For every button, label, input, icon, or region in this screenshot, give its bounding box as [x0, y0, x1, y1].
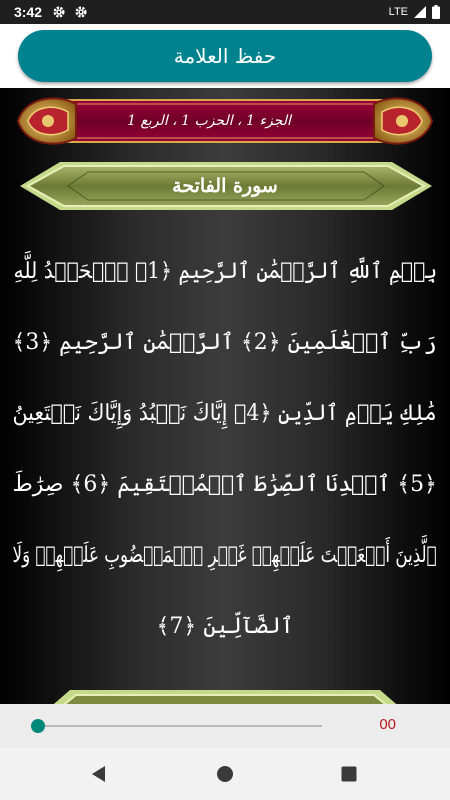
save-bookmark-button[interactable]: حفظ العلامة	[18, 30, 432, 82]
verse-line[interactable]	[10, 236, 440, 307]
gear-icon	[74, 5, 88, 19]
back-icon[interactable]	[87, 762, 111, 786]
audio-player-bar	[0, 704, 450, 748]
home-icon[interactable]	[213, 762, 237, 786]
navigation-bar	[0, 748, 450, 800]
verse-line[interactable]	[10, 520, 440, 591]
network-label: LTE	[388, 6, 408, 18]
verse-line-text: ﴿5﴾ ٱهۡدِنَا ٱلصِّرَٰطَ ٱلۡمُسۡتَقِيمَ ﴿6﴾ صِرَٰطَ	[12, 472, 438, 497]
gear-icon	[52, 5, 66, 19]
verse-line[interactable]	[10, 307, 440, 378]
verse-line-text: بِسۡمِ ٱللَّهِ ٱلرَّحۡمَٰنِ ٱلرَّحِيمِ ﴿1﴾ ٱلۡحَمۡدُ لِلَّهِ	[13, 259, 437, 284]
verse-line[interactable]	[10, 378, 440, 449]
surah-title: سورة الفاتحة	[172, 175, 278, 197]
playback-time: 00	[379, 716, 396, 733]
signal-icon	[414, 6, 426, 18]
verse-line[interactable]	[10, 591, 440, 662]
verse-line[interactable]	[10, 449, 440, 520]
seek-bar-thumb[interactable]	[31, 719, 45, 733]
battery-icon	[432, 5, 440, 19]
status-time: 3:42	[14, 4, 43, 20]
status-right	[389, 5, 440, 19]
header-area	[0, 24, 450, 88]
recents-icon[interactable]	[337, 762, 361, 786]
bottom-banner-ornament	[40, 686, 410, 704]
status-bar	[0, 0, 450, 24]
juz-hizb-label: الجزء 1 ، الحزب 1 ، الربع 1	[127, 113, 291, 129]
verse-line-text: مَٰلِكِ يَوۡمِ ٱلدِّينِ ﴿4﴾ إِيَّاكَ نَعۡبُدُ وَإِيَّاكَ نَسۡتَعِينُ	[12, 401, 437, 426]
verse-line-text: رَبِّ ٱلۡعَٰلَمِينَ ﴿2﴾ ٱلرَّحۡمَٰنِ ٱلرَّحِيمِ ﴿3﴾	[12, 330, 438, 355]
verse-lines	[10, 236, 440, 662]
seek-bar-track[interactable]	[38, 725, 322, 727]
quran-page[interactable]	[0, 88, 450, 704]
verse-line-text: ٱلَّذِينَ أَنۡعَمۡتَ عَلَيۡهِمۡ غَيۡرِ ٱلۡمَغۡضُوبِ عَلَيۡهِمۡ وَلَا	[12, 543, 438, 568]
verse-line-text: ٱلضَّآلِّينَ ﴿7﴾	[156, 614, 294, 639]
